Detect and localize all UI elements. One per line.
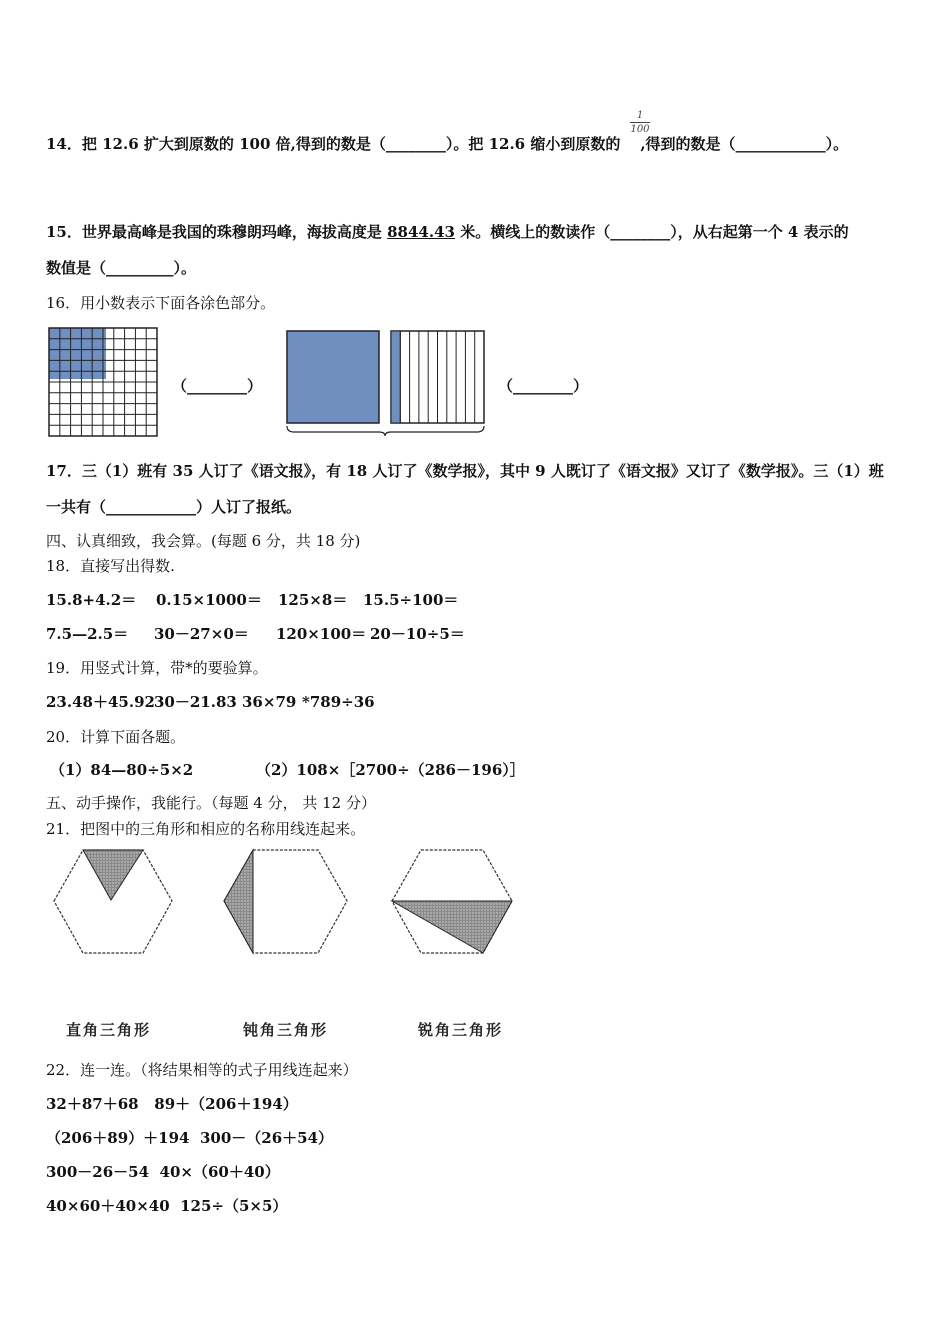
q14-text-d: ）。 <box>825 135 849 153</box>
q18-item: 15.8+4.2＝ <box>46 591 137 609</box>
q22-row <box>46 1162 280 1182</box>
hexagon-1-triangle <box>83 850 143 900</box>
q15-text-c: ），从右起第一个 4 表示的 <box>670 223 849 241</box>
q16-title: 16．用小数表示下面各涂色部分。 <box>46 294 276 312</box>
hexagon-2 <box>224 850 347 953</box>
q21-label-obtuse: 钝角三角形 <box>243 1021 329 1039</box>
q15-text-e: ）。 <box>173 259 197 277</box>
q14-text-a: 14．把 12.6 扩大到原数的 100 倍,得到的数是（ <box>46 135 386 153</box>
section5-title: 五、动手操作，我能行。（每题 4 分， 共 12 分） <box>46 794 376 812</box>
q19-item: 23.48＋45.92 <box>46 693 155 711</box>
q16-bar-figure <box>284 328 490 438</box>
q14-frac-den: 100 <box>630 124 650 135</box>
q22-right: 40×（60＋40） <box>159 1163 280 1181</box>
q17-blank[interactable]: ____________ <box>106 498 197 516</box>
hexagon-1 <box>54 850 172 953</box>
q18-title: 18．直接写出得数. <box>46 557 175 575</box>
q16-answer1[interactable]: （________） <box>172 377 263 395</box>
q17-text-a: 一共有（ <box>46 498 107 516</box>
q14-blank-b[interactable]: ____________ <box>735 135 826 153</box>
q22-right: 125÷（5×5） <box>180 1197 288 1215</box>
q19-item: 30－21.83 <box>154 693 237 711</box>
q15-line2 <box>46 258 196 278</box>
q14-frac-num: 1 <box>636 110 644 121</box>
q14-text-c: ,得到的数是（ <box>640 135 736 153</box>
q19-item: 36×79 <box>242 693 297 711</box>
q15-text-b: 米。横线上的数读作（ <box>454 223 611 241</box>
q22-row <box>46 1196 287 1216</box>
q18-item: 20－10÷5＝ <box>370 625 465 643</box>
q22-right: 89＋（206＋194） <box>154 1095 298 1113</box>
q18-item: 120×100＝ <box>276 625 367 643</box>
q14-line <box>46 134 848 154</box>
q15-blank-a[interactable]: ________ <box>610 223 671 241</box>
q22-title: 22．连一连。（将结果相等的式子用线连起来） <box>46 1061 358 1079</box>
q20-item1: （1）84—80÷5×2 <box>50 761 194 779</box>
q18-item: 125×8＝ <box>278 591 348 609</box>
hexagon-3 <box>392 850 512 953</box>
q16-strip-shaded <box>391 331 400 423</box>
q16-whole-square <box>287 331 379 423</box>
q19-item: *789÷36 <box>302 693 375 711</box>
q16-answer2[interactable]: （________） <box>498 377 589 395</box>
q18-item: 7.5—2.5＝ <box>46 625 129 643</box>
q17-line1: 17．三（1）班有 35 人订了《语文报》，有 18 人订了《数学报》，其中 9 人既订了《语文报》又订了《数学报》。三（1）班 <box>46 462 884 480</box>
hexagon-3-triangle <box>392 901 512 953</box>
q21-label-right: 直角三角形 <box>66 1021 152 1039</box>
q15-text-a: 15．世界最高峰是我国的珠穆朗玛峰，海拔高度是 <box>46 223 388 241</box>
q22-row <box>46 1128 333 1148</box>
q22-left: 300－26－54 <box>46 1163 150 1181</box>
q14-blank-a[interactable]: ________ <box>385 135 446 153</box>
q17-text-b: ）人订了报纸。 <box>196 498 302 516</box>
q22-left: （206＋89）＋194 <box>46 1129 190 1147</box>
q17-line2 <box>46 497 301 517</box>
q18-item: 30－27×0＝ <box>154 625 249 643</box>
q15-height: 8844.43 <box>387 223 455 241</box>
q16-brace <box>287 426 484 436</box>
q15-line1 <box>46 222 849 242</box>
q21-figures <box>46 843 526 963</box>
q14-text-b: ）。把 12.6 缩小到原数的 <box>445 135 621 153</box>
q22-row <box>46 1094 298 1114</box>
q15-text-d: 数值是（ <box>46 259 107 277</box>
q21-label-acute: 锐角三角形 <box>418 1021 504 1039</box>
q18-item: 0.15×1000＝ <box>156 591 262 609</box>
q20-item2: （2）108×［2700÷（286－196）］ <box>256 761 525 779</box>
q18-item: 15.5÷100＝ <box>363 591 459 609</box>
q15-blank-b[interactable]: _________ <box>106 259 174 277</box>
q19-title: 19．用竖式计算，带*的要验算。 <box>46 659 268 677</box>
q16-grid-figure <box>46 326 160 438</box>
q21-title: 21．把图中的三角形和相应的名称用线连起来。 <box>46 820 366 838</box>
q22-left: 40×60＋40×40 <box>46 1197 170 1215</box>
section4-title: 四、认真细致，我会算。(每题 6 分，共 18 分) <box>46 532 361 550</box>
q22-left: 32＋87＋68 <box>46 1095 139 1113</box>
q22-right: 300－（26＋54） <box>199 1129 334 1147</box>
q20-title: 20．计算下面各题。 <box>46 728 186 746</box>
hexagon-2-triangle <box>224 850 253 953</box>
q14-fraction <box>630 110 650 135</box>
